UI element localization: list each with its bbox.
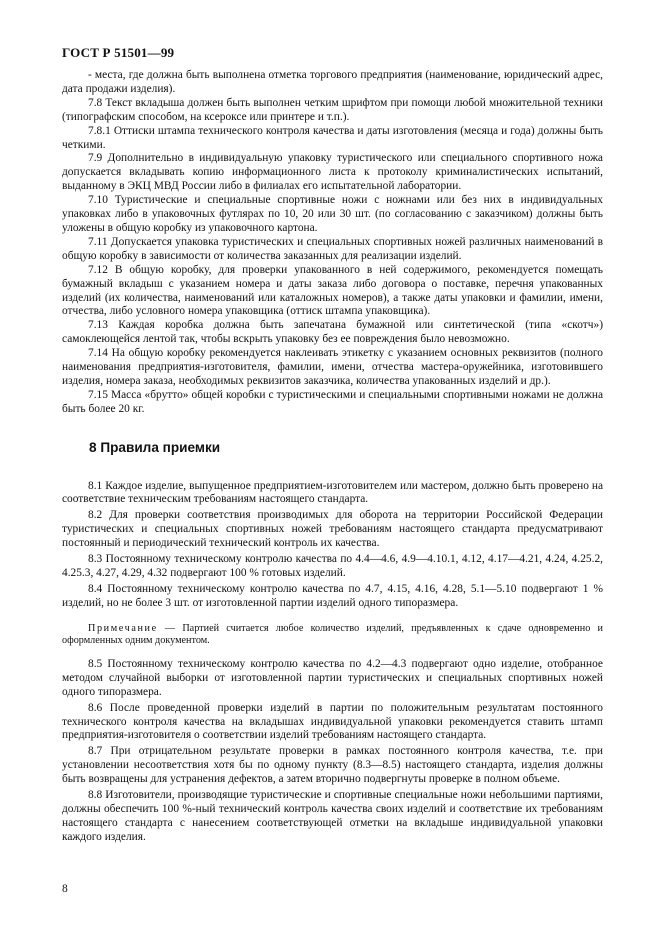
document-body xyxy=(62,69,603,845)
paragraph: - места, где должна быть выполнена отметка торгового предприятия (наименование, юридический адрес, дата продажи изделия). xyxy=(62,69,603,95)
note-text: — Партией считается любое количество изделий, предъявленных к сдаче одновременно и оформленных одним документом. xyxy=(62,622,604,647)
paragraph: 7.10 Туристические и специальные спортивные ножи с ножнами или без них в индивидуальных упаковках либо в упаковочных футлярах по 10, 20 или 30 шт. (по согласованию с заказчиком) должны быть уложены в общую коробку из упаковочного картона. xyxy=(62,194,603,234)
paragraph: 7.13 Каждая коробка должна быть запечатана бумажной или синтетической (типа «скотч») самоклеющейся лентой так, чтобы вскрыть упаковку без ее повреждения было невозможно. xyxy=(62,319,603,346)
paragraph: 8.6 После проведенной проверки изделий в партии по положительным результатам постоянного технического контроля качества на вкладышах индивидуальной упаковки рекомендуется ставить штамп предприятия-изготовителя о соответствии изделий требованиям настоящего стандарта. xyxy=(62,701,603,742)
paragraph: 7.15 Масса «брутто» общей коробки с туристическими и специальными спортивными ножами не должна быть более 20 кг. xyxy=(62,388,603,415)
section-heading: 8 Правила приемки xyxy=(89,439,221,455)
page-number: 8 xyxy=(62,883,68,895)
paragraph: 7.8 Текст вкладыша должен быть выполнен четким шрифтом при помощи любой множительной техники (типографским способом, на ксероксе или принтере и т.п.). xyxy=(62,96,603,123)
paragraph: 8.4 Постоянному техническому контролю качества по 4.7, 4.15, 4.16, 4.28, 5.1—5.10 подвергают 1 % изделий, но не более 3 шт. от изготовленной партии изделий одного типоразмера. xyxy=(62,582,603,609)
paragraph: 7.9 Дополнительно в индивидуальную упаковку туристического или специального спортивного ножа допускается вкладывать копию информационного листа к протоколу криминалистических испытаний, выданному в ЭКЦ МВД России либо в филиалах его испытательной лаборатории. xyxy=(62,152,603,193)
paragraph: 7.8.1 Оттиски штампа технического контроля качества и даты изготовления (месяца и года) должны быть четкими. xyxy=(62,124,603,151)
paragraph: 8.2 Для проверки соответствия производимых для оборота на территории Российской Федерации туристических и специальных спортивных ножей требованиям настоящего стандарта предусматривают постоянный и периодический технический контроль их качества. xyxy=(62,509,603,550)
paragraph: 7.14 На общую коробку рекомендуется наклеивать этикетку с указанием основных реквизитов (полного наименования предприятия-изготовителя, фамилии, имени, отчества мастера-оружейника, изготовившего изделия, номера заказа, необходимых реквизитов заказчика, количества упакованных изделий и др.). xyxy=(62,347,603,387)
paragraph: 7.11 Допускается упаковка туристических и специальных спортивных ножей различных наименований в общую коробку в зависимости от количества заказанных для реализации изделий. xyxy=(62,235,603,262)
standard-header: ГОСТ Р 51501—99 xyxy=(62,45,175,60)
note xyxy=(62,623,603,648)
note-label: Примечание xyxy=(88,622,158,634)
paragraph: 8.3 Постоянному техническому контролю качества по 4.4—4.6, 4.9—4.10.1, 4.12, 4.17—4.21, 4.24, 4.25.2, 4.25.3, 4.27, 4.29, 4.32 подвергают 100 % готовых изделий. xyxy=(62,553,603,579)
paragraph: 8.1 Каждое изделие, выпущенное предприятием-изготовителем или мастером, должно быть проверено на соответствие техническим требованиям настоящего стандарта. xyxy=(62,479,603,506)
paragraph: 8.7 При отрицательном результате проверки в рамках постоянного контроля качества, т.е. при установлении несоответствия хотя бы по одному пункту (8.3—8.5) настоящего стандарта, изделия должны быть возвращены для устранения дефектов, а затем вторично подвергнуты проверке в полном объеме. xyxy=(62,745,603,786)
paragraph: 7.12 В общую коробку, для проверки упакованного в ней содержимого, рекомендуется помещать бумажный вкладыш с указанием номера и даты заказа либо договора о поставке, перечня упакованных изделий (их количества, наименований или каталожных номеров), а также даты упаковки и фамилии, имени, отчества, либо условного номера упаковщика (оттиск штампа упаковщика). xyxy=(62,263,603,318)
paragraph: 8.8 Изготовители, производящие туристические и спортивные специальные ножи небольшими партиями, должны обеспечить 100 %-ный технический контроль качества своих изделий и соответствие их требованиям настоящего стандарта с нанесением соответствующей отметки на вкладыше индивидуальной упаковки каждого изделия. xyxy=(62,789,603,843)
paragraph: 8.5 Постоянному техническому контролю качества по 4.2—4.3 подвергают одно изделие, отобранное методом случайной выборки от изготовленной партии туристических и специальных спортивных ножей одного типоразмера. xyxy=(62,657,603,698)
